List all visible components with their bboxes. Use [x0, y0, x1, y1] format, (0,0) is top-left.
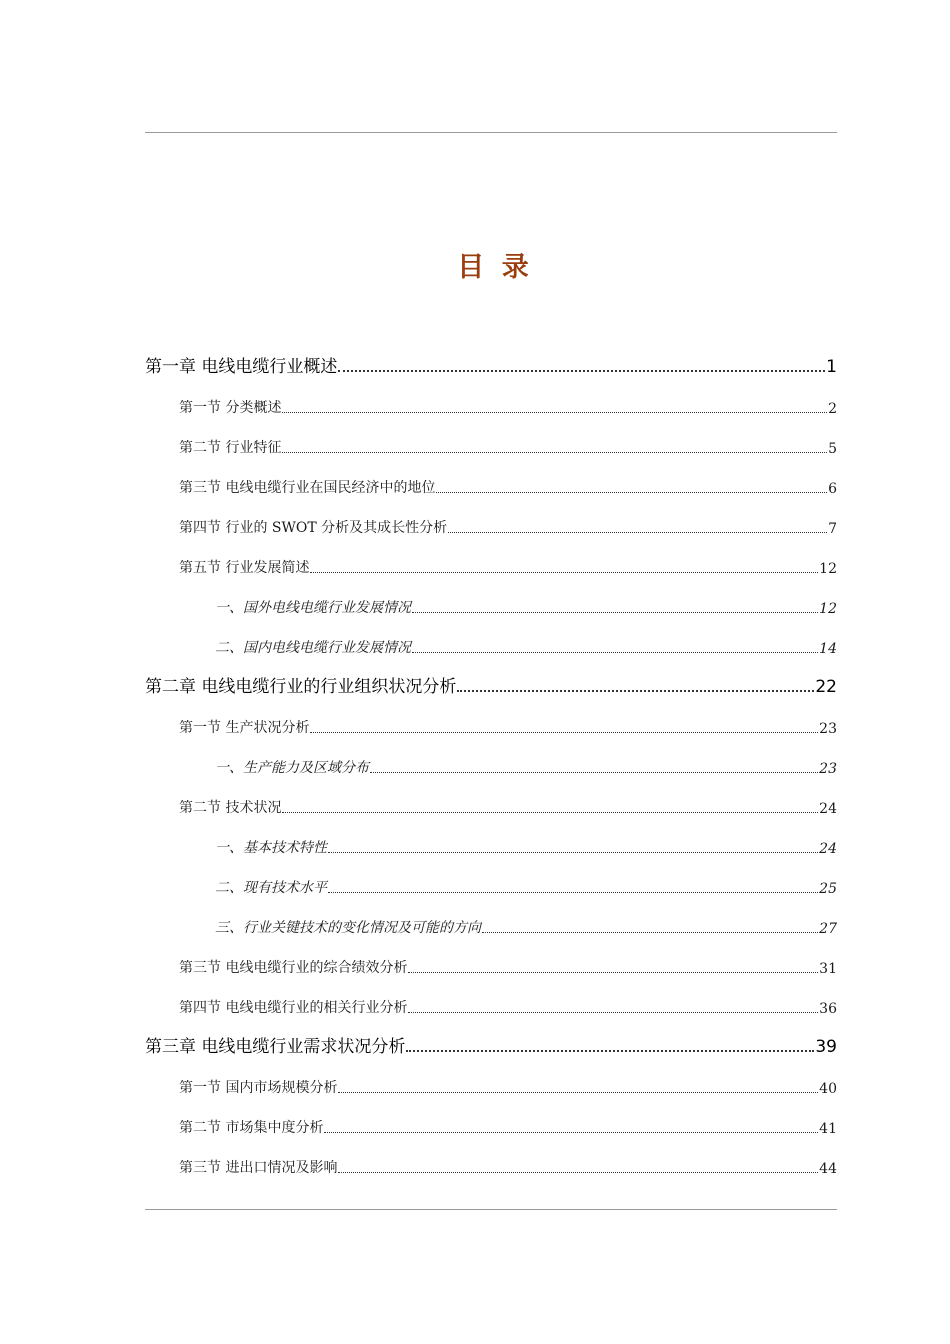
toc-entry-label: 三、行业关键技术的变化情况及可能的方向 [215, 920, 481, 936]
toc-entry-label: 第三章 电线电缆行业需求状况分析 [145, 1037, 406, 1057]
toc-entry-sub[interactable] [145, 905, 837, 945]
toc-entry-section[interactable] [145, 705, 837, 745]
dot-leader [436, 492, 827, 493]
toc-entry-page-number: 22 [815, 677, 837, 697]
toc-entry-label: 第四节 电线电缆行业的相关行业分析 [179, 1000, 408, 1016]
dot-leader [282, 412, 827, 413]
toc-entry-label: 第二节 行业特征 [179, 440, 282, 456]
toc-entry-label: 第一章 电线电缆行业概述 [145, 357, 338, 377]
toc-entry-label: 第二节 市场集中度分析 [179, 1120, 324, 1136]
dot-leader [338, 1172, 818, 1173]
toc-entry-section[interactable] [145, 465, 837, 505]
table-of-contents [145, 345, 837, 1185]
dot-leader [412, 652, 818, 653]
toc-entry-chapter[interactable] [145, 665, 837, 705]
toc-entry-chapter[interactable] [145, 345, 837, 385]
toc-entry-page-number: 23 [819, 721, 837, 737]
toc-entry-label: 二、现有技术水平 [215, 880, 327, 896]
dot-leader [482, 932, 818, 933]
toc-entry-page-number: 25 [819, 881, 837, 897]
dot-leader [310, 572, 818, 573]
toc-entry-page-number: 1 [826, 357, 837, 377]
toc-entry-sub[interactable] [145, 825, 837, 865]
header-rule [145, 132, 837, 133]
toc-entry-label: 第三节 电线电缆行业在国民经济中的地位 [179, 480, 436, 496]
toc-entry-page-number: 24 [819, 841, 837, 857]
toc-entry-sub[interactable] [145, 865, 837, 905]
toc-entry-label: 一、基本技术特性 [215, 840, 327, 856]
toc-entry-page-number: 24 [819, 801, 837, 817]
toc-entry-sub[interactable] [145, 585, 837, 625]
dot-leader [282, 812, 818, 813]
toc-entry-sub[interactable] [145, 625, 837, 665]
toc-entry-section[interactable] [145, 1145, 837, 1185]
dot-leader [338, 370, 825, 372]
toc-entry-label: 第四节 行业的 SWOT 分析及其成长性分析 [179, 520, 448, 536]
toc-entry-page-number: 2 [828, 401, 837, 417]
toc-entry-section[interactable] [145, 505, 837, 545]
toc-entry-page-number: 39 [815, 1037, 837, 1057]
toc-entry-label: 第五节 行业发展简述 [179, 560, 310, 576]
toc-entry-page-number: 12 [819, 601, 837, 617]
toc-entry-page-number: 5 [828, 441, 837, 457]
toc-entry-section[interactable] [145, 545, 837, 585]
footer-rule [145, 1209, 837, 1210]
dot-leader [338, 1092, 818, 1093]
toc-heading: 目 录 [457, 252, 533, 283]
dot-leader [324, 1132, 818, 1133]
dot-leader [448, 532, 827, 533]
toc-entry-section[interactable] [145, 425, 837, 465]
toc-entry-sub[interactable] [145, 745, 837, 785]
toc-entry-label: 一、国外电线电缆行业发展情况 [215, 600, 411, 616]
toc-entry-label: 第一节 国内市场规模分析 [179, 1080, 338, 1096]
toc-entry-page-number: 7 [828, 521, 837, 537]
dot-leader [328, 852, 818, 853]
toc-entry-section[interactable] [145, 945, 837, 985]
toc-entry-page-number: 36 [819, 1001, 837, 1017]
dot-leader [408, 972, 818, 973]
toc-entry-page-number: 44 [819, 1161, 837, 1177]
dot-leader [310, 732, 818, 733]
toc-entry-page-number: 27 [819, 921, 837, 937]
toc-entry-chapter[interactable] [145, 1025, 837, 1065]
toc-entry-label: 第二节 技术状况 [179, 800, 282, 816]
toc-entry-label: 第一节 生产状况分析 [179, 720, 310, 736]
toc-entry-label: 二、国内电线电缆行业发展情况 [215, 640, 411, 656]
toc-entry-page-number: 12 [819, 561, 837, 577]
toc-entry-label: 一、生产能力及区域分布 [215, 760, 369, 776]
dot-leader [457, 690, 814, 692]
toc-entry-page-number: 6 [828, 481, 837, 497]
toc-entry-section[interactable] [145, 1065, 837, 1105]
toc-entry-label: 第二章 电线电缆行业的行业组织状况分析 [145, 677, 457, 697]
toc-entry-page-number: 41 [819, 1121, 837, 1137]
toc-entry-label: 第三节 电线电缆行业的综合绩效分析 [179, 960, 408, 976]
toc-entry-page-number: 14 [819, 641, 837, 657]
dot-leader [370, 772, 818, 773]
dot-leader [408, 1012, 818, 1013]
toc-entry-page-number: 23 [819, 761, 837, 777]
toc-entry-section[interactable] [145, 385, 837, 425]
dot-leader [328, 892, 818, 893]
dot-leader [282, 452, 827, 453]
toc-entry-label: 第三节 进出口情况及影响 [179, 1160, 338, 1176]
toc-entry-section[interactable] [145, 785, 837, 825]
toc-entry-page-number: 40 [819, 1081, 837, 1097]
toc-entry-section[interactable] [145, 985, 837, 1025]
dot-leader [412, 612, 818, 613]
dot-leader [406, 1050, 814, 1052]
toc-entry-page-number: 31 [819, 961, 837, 977]
toc-entry-label: 第一节 分类概述 [179, 400, 282, 416]
toc-entry-section[interactable] [145, 1105, 837, 1145]
